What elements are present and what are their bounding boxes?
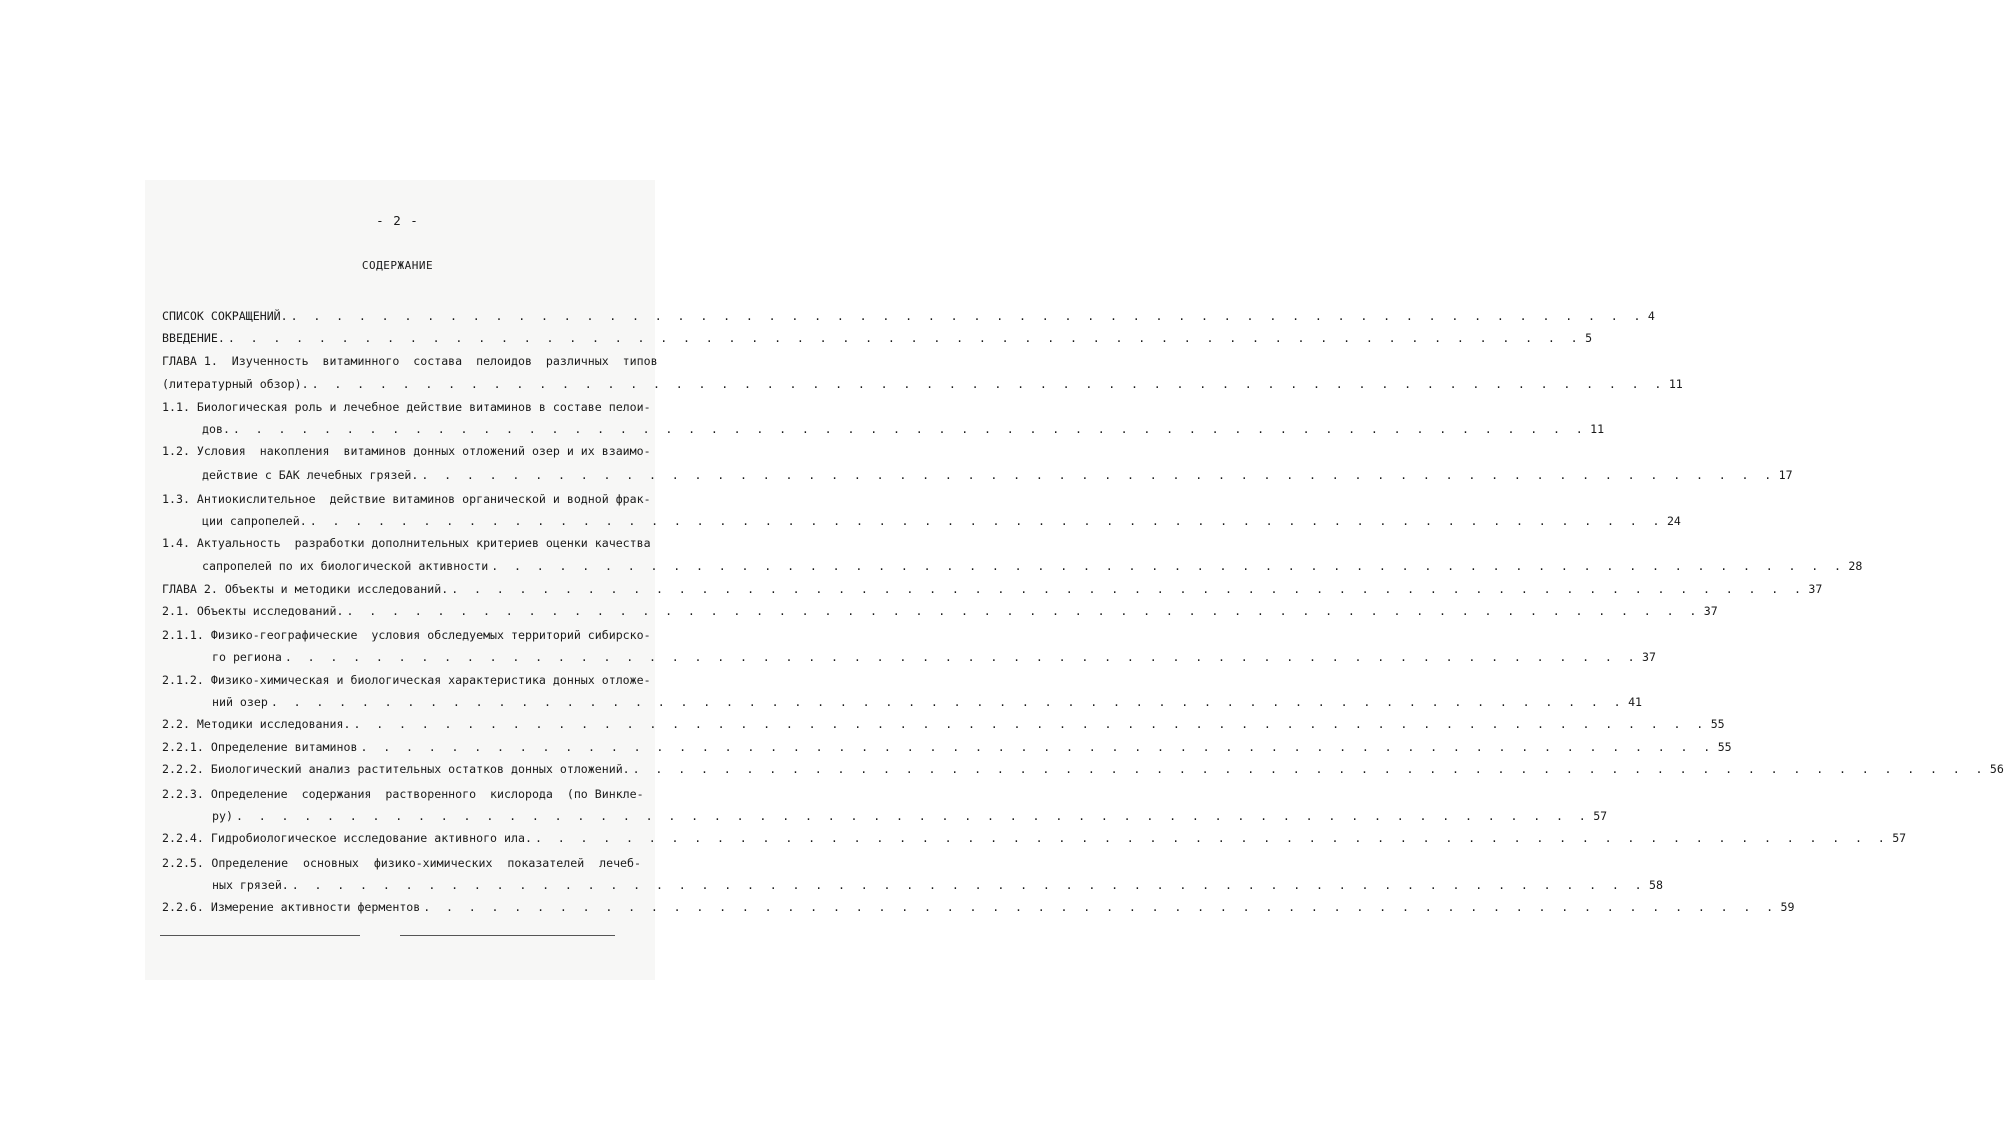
toc-line: [162, 353, 658, 369]
dot-leader: . . . . . . . . . . . . . . . . . . . . . . . . . . . . . . . . . . . . . . . . . . . . . . . . . . . . . . . . . . . .: [632, 762, 1987, 776]
toc-entry-text: 2.2.2. Биологический анализ растительных остатков донных отложений.: [162, 762, 630, 776]
toc-line: [162, 672, 651, 688]
toc-page-number: 24: [1666, 514, 1681, 528]
toc-entry-text: ВВЕДЕНИЕ.: [162, 331, 225, 345]
dot-leader: . . . . . . . . . . . . . . . . . . . . . . . . . . . . . . . . . . . . . . . . . . . . . . . . . . . . . . . . . . . .: [235, 809, 1591, 823]
toc-line: [162, 603, 1718, 619]
toc-line: [202, 467, 1793, 483]
toc-entry-text: ции сапропелей.: [202, 514, 307, 528]
dot-leader: . . . . . . . . . . . . . . . . . . . . . . . . . . . . . . . . . . . . . . . . . . . . . . . . . . . . . . . . . . . .: [451, 582, 1806, 596]
toc-entry-text: ных грязей.: [212, 878, 289, 892]
toc-line: [162, 761, 2004, 777]
toc-entry-text: ГЛАВА 1. Изученность витаминного состава пелоидов различных типов: [162, 354, 658, 368]
toc-page-number: 58: [1649, 878, 1663, 892]
toc-entry-text: 1.2. Условия накопления витаминов донных отложений озер и их взаимо-: [162, 444, 651, 458]
dot-leader: . . . . . . . . . . . . . . . . . . . . . . . . . . . . . . . . . . . . . . . . . . . . . . . . . . . . . . . . . . . .: [311, 377, 1666, 391]
toc-line: [162, 627, 651, 643]
toc-line: [202, 421, 1605, 437]
toc-entry-text: 2.2.3. Определение содержания растворенного кислорода (по Винкле-: [162, 787, 644, 801]
dot-leader: . . . . . . . . . . . . . . . . . . . . . . . . . . . . . . . . . . . . . . . . . . . . . . . . . . . . . . . . . . . .: [360, 740, 1715, 754]
dot-leader: . . . . . . . . . . . . . . . . . . . . . . . . . . . . . . . . . . . . . . . . . . . . . . . . . . . . . . . . . . . .: [270, 695, 1626, 709]
toc-entry-text: действие с БАК лечебных грязей.: [202, 468, 419, 482]
toc-entry-text: го региона: [212, 650, 282, 664]
toc-entry-text: 2.2.1. Определение витаминов: [162, 740, 358, 754]
toc-page-number: 37: [1642, 650, 1657, 664]
dot-leader: . . . . . . . . . . . . . . . . . . . . . . . . . . . . . . . . . . . . . . . . . . . . . . . . . . . . . . . . . . . .: [423, 900, 1778, 914]
toc-entry-text: 2.2.4. Гидробиологическое исследование активного ила.: [162, 831, 532, 845]
toc-line: [202, 558, 1863, 574]
toc-page-number: 55: [1710, 717, 1725, 731]
dot-leader: . . . . . . . . . . . . . . . . . . . . . . . . . . . . . . . . . . . . . . . . . . . . . . . . . . . . . . . . . . . .: [227, 331, 1583, 345]
toc-line: [162, 855, 641, 871]
dot-leader: . . . . . . . . . . . . . . . . . . . . . . . . . . . . . . . . . . . . . . . . . . . . . . . . . . . . . . . . . . . .: [353, 717, 1708, 731]
toc-line: [162, 830, 1907, 846]
toc-entry-text: 2.2.6. Измерение активности ферментов: [162, 900, 421, 914]
dot-leader: . . . . . . . . . . . . . . . . . . . . . . . . . . . . . . . . . . . . . . . . . . . . . . . . . . . . . . . . . . . .: [534, 831, 1890, 845]
toc-entry-text: 2.1.1. Физико-географические условия обследуемых территорий сибирско-: [162, 628, 651, 642]
toc-entry-text: 2.1.2. Физико-химическая и биологическая характеристика донных отложе-: [162, 673, 651, 687]
toc-page-number: 57: [1892, 831, 1907, 845]
toc-line: [212, 877, 1663, 893]
dot-leader: . . . . . . . . . . . . . . . . . . . . . . . . . . . . . . . . . . . . . . . . . . . . . . . . . . . . . . . . . . . .: [491, 559, 1846, 573]
toc-line: [212, 808, 1608, 824]
toc-entry-text: 2.2. Методики исследования.: [162, 717, 351, 731]
dot-leader: . . . . . . . . . . . . . . . . . . . . . . . . . . . . . . . . . . . . . . . . . . . . . . . . . . . . . . . . . . . .: [284, 650, 1640, 664]
toc-title: СОДЕРЖАНИЕ: [361, 259, 434, 272]
toc-entry-text: дов.: [202, 422, 230, 436]
toc-entry-text: (литературный обзор).: [162, 377, 309, 391]
toc-page-number: 59: [1780, 900, 1795, 914]
toc-entry-text: 2.1. Объекты исследований.: [162, 604, 344, 618]
dot-leader: . . . . . . . . . . . . . . . . . . . . . . . . . . . . . . . . . . . . . . . . . . . . . . . . . . . . . . . . . . . .: [291, 878, 1647, 892]
toc-line: [212, 649, 1657, 665]
toc-line: [162, 330, 1593, 346]
dot-leader: . . . . . . . . . . . . . . . . . . . . . . . . . . . . . . . . . . . . . . . . . . . . . . . . . . . . . . . . . . . .: [309, 514, 1664, 528]
toc-line: [162, 443, 651, 459]
toc-entry-text: СПИСОК СОКРАЩЕНИЙ.: [162, 309, 288, 323]
toc-page-number: 37: [1703, 604, 1718, 618]
toc-line: [212, 694, 1643, 710]
dot-leader: . . . . . . . . . . . . . . . . . . . . . . . . . . . . . . . . . . . . . . . . . . . . . . . . . . . . . . . . . . . .: [421, 468, 1776, 482]
toc-page-number: 11: [1668, 377, 1683, 391]
dot-leader: . . . . . . . . . . . . . . . . . . . . . . . . . . . . . . . . . . . . . . . . . . . . . . . . . . . . . . . . . . . .: [290, 309, 1645, 323]
toc-page-number: 11: [1590, 422, 1605, 436]
footer-rule-left: [160, 935, 360, 936]
toc-entry-text: 1.3. Антиокислительное действие витаминов органической и водной фрак-: [162, 492, 651, 506]
toc-entry-text: 1.1. Биологическая роль и лечебное действие витаминов в составе пелои-: [162, 400, 651, 414]
toc-page-number: 55: [1717, 740, 1732, 754]
toc-entry-text: 2.2.5. Определение основных физико-химических показателей лечеб-: [162, 856, 641, 870]
toc-page-number: 37: [1808, 582, 1823, 596]
toc-entry-text: ний озер: [212, 695, 268, 709]
toc-line: [162, 716, 1725, 732]
footer-rule-right: [400, 935, 615, 936]
page-number: - 2 -: [376, 213, 419, 228]
toc-line: [162, 739, 1732, 755]
toc-line: [162, 899, 1795, 915]
toc-page-number: 4: [1647, 309, 1655, 323]
dot-leader: . . . . . . . . . . . . . . . . . . . . . . . . . . . . . . . . . . . . . . . . . . . . . . . . . . . . . . . . . . . .: [346, 604, 1701, 618]
toc-page-number: 5: [1585, 331, 1593, 345]
toc-line: [162, 786, 644, 802]
dot-leader: . . . . . . . . . . . . . . . . . . . . . . . . . . . . . . . . . . . . . . . . . . . . . . . . . . . . . . . . . . . .: [232, 422, 1588, 436]
toc-page-number: 57: [1593, 809, 1608, 823]
toc-page-number: 41: [1628, 695, 1643, 709]
toc-line: [162, 399, 651, 415]
toc-entry-text: сапропелей по их биологической активности: [202, 559, 489, 573]
toc-line: [202, 513, 1681, 529]
toc-entry-text: ГЛАВА 2. Объекты и методики исследований.: [162, 582, 449, 596]
toc-line: [162, 308, 1655, 324]
toc-page-number: 28: [1848, 559, 1863, 573]
toc-line: [162, 376, 1683, 392]
toc-line: [162, 581, 1823, 597]
toc-line: [162, 491, 651, 507]
toc-page-number: 17: [1778, 468, 1793, 482]
toc-entry-text: 1.4. Актуальность разработки дополнительных критериев оценки качества: [162, 536, 651, 550]
toc-line: [162, 535, 651, 551]
toc-page-number: 56: [1989, 762, 2004, 776]
toc-entry-text: ру): [212, 809, 233, 823]
